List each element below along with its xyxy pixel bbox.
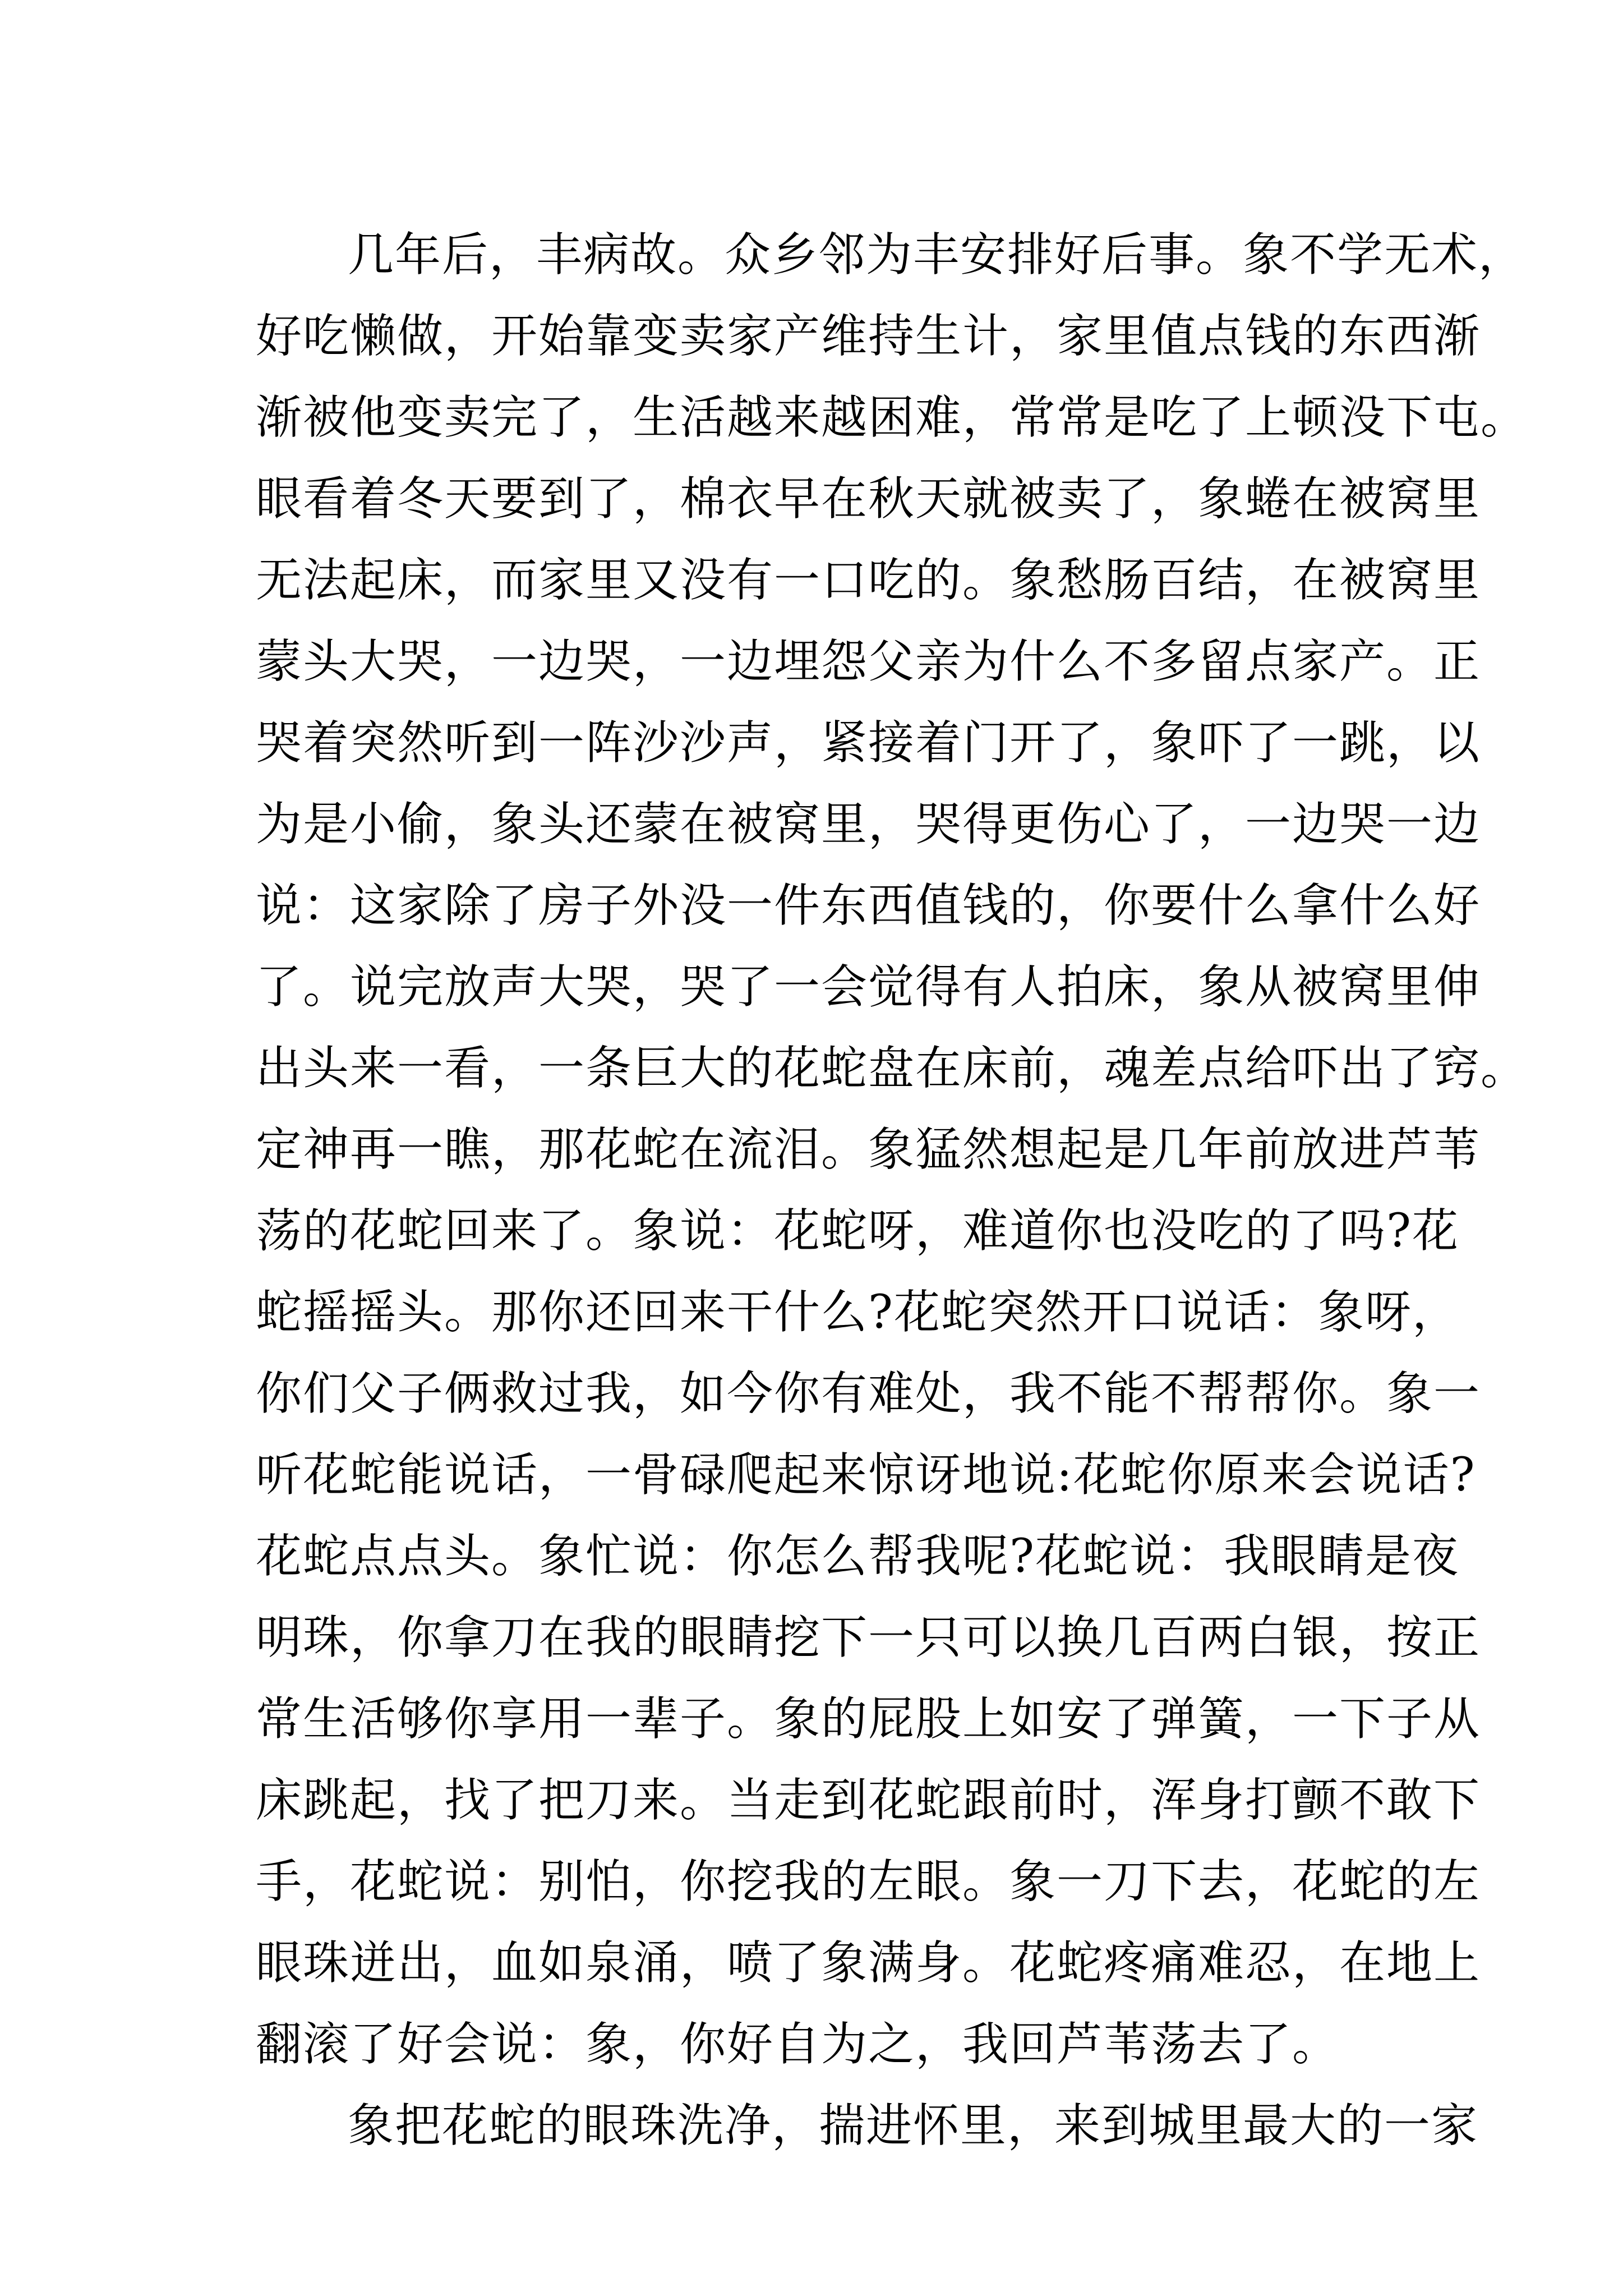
paragraph-line: 说：这家除了房子外没一件东西值钱的，你要什么拿什么好 — [256, 879, 1481, 932]
paragraph-line: 象把花蛇的眼珠洗净，揣进怀里，来到城里最大的一家 — [348, 2099, 1479, 2152]
paragraph-line: 蛇摇摇头。那你还回来干什么?花蛇突然开口说话：象呀， — [256, 1286, 1459, 1339]
body-text — [256, 214, 1528, 2166]
paragraph-line: 明珠，你拿刀在我的眼睛挖下一只可以换几百两白银，按正 — [256, 1611, 1481, 1664]
paragraph-line: 常生活够你享用一辈子。象的屁股上如安了弹簧，一下子从 — [256, 1692, 1481, 1746]
paragraph-line: 你们父子俩救过我，如今你有难处，我不能不帮帮你。象一 — [256, 1367, 1481, 1420]
paragraph-line: 为是小偷，象头还蒙在被窝里，哭得更伤心了，一边哭一边 — [256, 798, 1481, 851]
paragraph-line: 出头来一看，一条巨大的花蛇盘在床前，魂差点给吓出了窍。 — [256, 1042, 1528, 1095]
paragraph-line: 定神再一瞧，那花蛇在流泪。象猛然想起是几年前放进芦苇 — [256, 1123, 1481, 1176]
paragraph-line: 渐被他变卖完了，生活越来越困难，常常是吃了上顿没下屯。 — [256, 391, 1528, 444]
paragraph-line: 花蛇点点头。象忙说：你怎么帮我呢?花蛇说：我眼睛是夜 — [256, 1530, 1459, 1583]
paragraph-line: 好吃懒做，开始靠变卖家产维持生计，家里值点钱的东西渐 — [256, 310, 1481, 363]
paragraph-line: 荡的花蛇回来了。象说：花蛇呀，难道你也没吃的了吗?花 — [256, 1204, 1459, 1258]
paragraph-line: 翻滚了好会说：象，你好自为之，我回芦苇荡去了。 — [256, 2018, 1340, 2071]
paragraph-line: 床跳起，找了把刀来。当走到花蛇跟前时，浑身打颤不敢下 — [256, 1774, 1481, 1827]
paragraph-line: 几年后，丰病故。众乡邻为丰安排好后事。象不学无术， — [348, 228, 1526, 282]
paragraph-line: 无法起床，而家里又没有一口吃的。象愁肠百结，在被窝里 — [256, 554, 1481, 607]
paragraph-line: 蒙头大哭，一边哭，一边埋怨父亲为什么不多留点家产。正 — [256, 635, 1481, 688]
paragraph-line: 眼看着冬天要到了，棉衣早在秋天就被卖了，象蜷在被窝里 — [256, 472, 1481, 526]
paragraph-line: 了。说完放声大哭，哭了一会觉得有人拍床，象从被窝里伸 — [256, 960, 1481, 1014]
paragraph-line: 哭着突然听到一阵沙沙声，紧接着门开了，象吓了一跳，以 — [256, 716, 1481, 770]
paragraph-line: 手，花蛇说：别怕，你挖我的左眼。象一刀下去，花蛇的左 — [256, 1855, 1481, 1908]
paragraph-line: 听花蛇能说话，一骨碌爬起来惊讶地说:花蛇你原来会说话? — [256, 1448, 1476, 1502]
paragraph-line: 眼珠迸出，血如泉涌，喷了象满身。花蛇疼痛难忍，在地上 — [256, 1936, 1481, 1990]
